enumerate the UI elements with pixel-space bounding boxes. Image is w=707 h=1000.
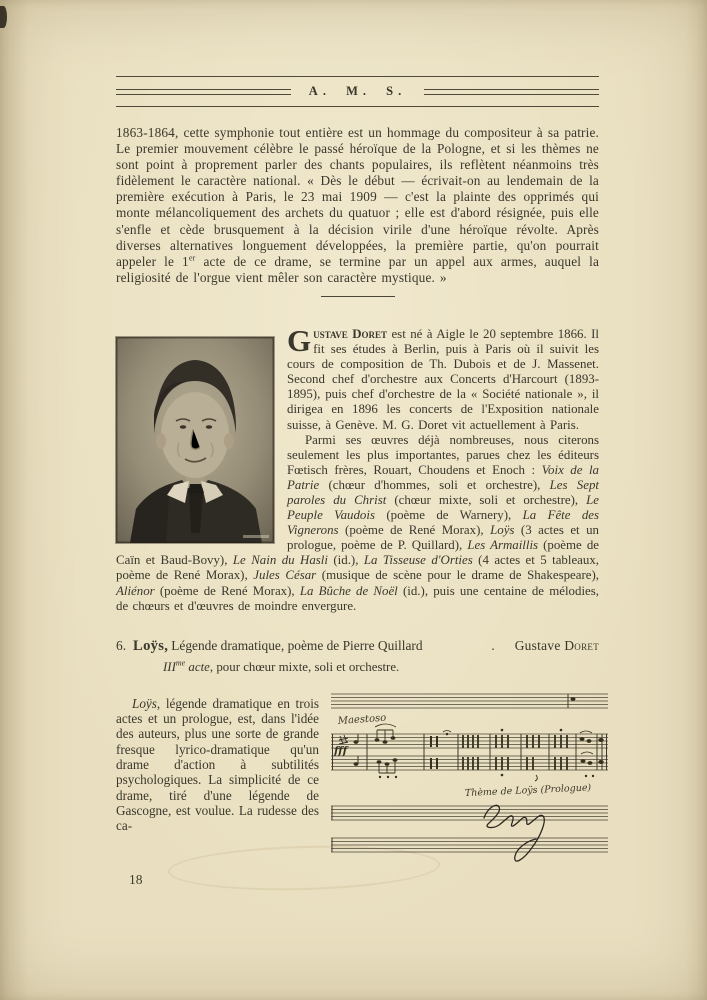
scan-artifact-corner [0,6,7,28]
intro-paragraph: 1863-1864, cette symphonie tout entière est un hommage du compositeur à sa patrie. Le premier mouvement célèbre le passé héroïque de la Pologne, et si les thèmes ne sont point à proprement parler des chants populaires, ils reflètent néanmoins très fidèlement le caractère national. « Dès le début — écrivait-on au lendemain de la première exécution à Paris, le 23 mai 1909 — c'est la plainte des opprimés qui monte mélancoliquement des archets du quatuor ; elle est d'abord résignée, puis elle s'enfle et cède brusquement à la décision virile d'une héroïque révolte. Après diverses alternatives longuement développées, la première partie, qu'on pourrait appeler le 1er acte de ce drame, se termine par un appel aux armes, auquel la religiosité de l'orgue vient mêler son caractère mystique. » [116,125,599,285]
masthead-double-rule-right [424,89,599,95]
loys-paragraph: Loÿs, légende dramatique en trois actes et un prologue, est, dans l'idée des auteurs, plus une sorte de grande fresque lyrico-dramatique qu'un drame d'action à subtilités psychologiques. La simplicité de ce drame, tiré d'une légende de Gascogne, est voulue. La rudesse des ca- [116,695,319,834]
notation-marks [339,697,603,780]
work-composer [515,638,599,654]
leader-dot: . [491,637,495,653]
composer-last-name: Doret [564,637,599,653]
portrait-photo [116,337,274,543]
work-subtitle: $III^{me}$ acte, pour chœur mixte, soli et orchestre. [163,658,400,674]
bio-paragraph-2: Parmi ses œuvres déjà nombreuses, nous citerons seulement les plus importantes, parues chez les éditeurs Fœtisch frères, Rouart, Choudens et Enoch : Voix de la Patrie (chœur d'hommes, soli et orchestre), Les Sept paroles du Christ (chœur mixte, soli et orchestre), Le Peuple Vaudois (poème de Warnery), La Fête des Vignerons (poème de René Morax), Loÿs (3 actes et un prologue, poème de P. Quillard), Les Armaillis (poème de Caïn et Baud-Bovy), Le Nain du Hasli (id.), La Tisseuse d'Orties (4 actes et 5 tableaux, poème de René Morax), Jules César (musique de scène pour le drame de Shakespeare), Aliénor (poème de René Morax), La Bûche de Noël (id.), puis une centaine de mélodies, de chœurs et d'œuvres de moindre envergure. [116,432,600,613]
masthead [116,76,599,107]
work-number: 6. [116,637,127,653]
page-number: 18 [129,871,143,887]
composer-first-name: Gustave [514,637,561,653]
tempo-marking: Maestoso [337,712,387,727]
work-title-line [133,638,423,655]
photographer-credit-mark [243,535,269,538]
masthead-title: A. M. S. [308,84,407,98]
composer-signature [484,805,544,861]
masthead-double-rule-left [116,89,291,95]
biography-section [116,322,600,614]
manuscript-score [331,690,608,868]
music-caption: Thème de Loÿs (Prologue) [464,782,592,799]
section-divider [321,296,395,297]
portrait-illustration [116,337,274,543]
dynamic-marking: fff [334,744,348,757]
masthead-rule-bottom [116,106,599,107]
music-facsimile [331,690,608,868]
work-entry-heading [116,638,599,655]
work-title: Loÿs, [133,637,169,654]
page-content [116,0,599,888]
two-column-area [116,692,599,870]
masthead-rule-top [116,76,599,77]
work-description: Légende dramatique, poème de Pierre Quillard [171,637,423,653]
bio-paragraph-1: Gustave Doret est né à Aigle le 20 septembre 1866. Il fit ses études à Berlin, puis à Paris où il suivit les cours de composition de Th. Dubois et de J. Massenet. Second chef d'orchestre aux Concerts d'Harcourt (1893-1895), puis chef d'orchestre de la « Société nationale », il dirigea en 1896 les concerts de l'Exposition nationale suisse, à Genève. M. G. Doret vit actuellement à Paris. [287,322,599,432]
